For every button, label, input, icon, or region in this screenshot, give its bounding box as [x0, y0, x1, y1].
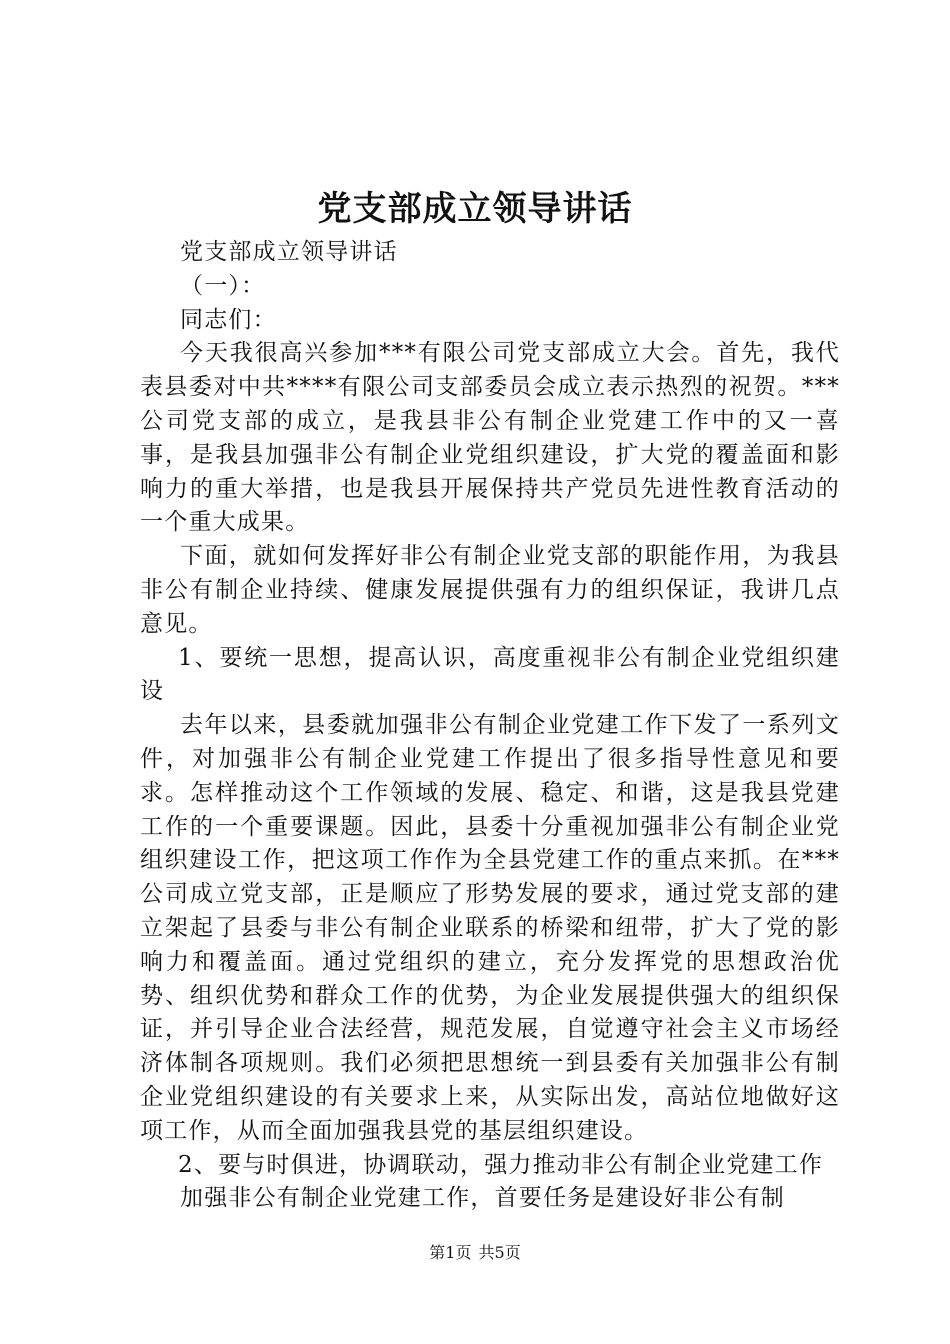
- body-paragraph: 今天我很高兴参加***有限公司党支部成立大会。首先，我代表县委对中共****有限公司支部委员会成立表示热烈的祝贺。***公司党支部的成立，是我县非公有制企业党建工作中的又一喜事，是我县加强非公有制企业党组织建设，扩大党的覆盖面和影响力的重大举措，也是我县开展保持共产党员先进性教育活动的一个重大成果。: [140, 340, 840, 536]
- page-footer: [0, 1241, 950, 1265]
- body-paragraph: 下面，就如何发挥好非公有制企业党支部的职能作用，为我县非公有制企业持续、健康发展提供强有力的组织保证，我讲几点意见。: [140, 543, 840, 637]
- subtitle-paragraph: 党支部成立领导讲话: [180, 239, 398, 265]
- body-paragraph: 加强非公有制企业党建工作，首要任务是建设好非公有制: [180, 1185, 785, 1212]
- salutation: 同志们：: [180, 306, 277, 333]
- document-body: [140, 236, 840, 1216]
- section-heading: 1、要统一思想，提高认识，高度重视非公有制企业党组织建设: [140, 644, 840, 705]
- section-marker: （一）：: [180, 272, 266, 299]
- page-number: 第1页: [429, 1243, 472, 1262]
- page-total: 共5页: [478, 1243, 521, 1262]
- section-heading: 2、要与时俱进，协调联动，强力推动非公有制企业党建工作: [178, 1151, 824, 1178]
- document-title: 党支部成立领导讲话: [317, 189, 633, 229]
- body-paragraph: 去年以来，县委就加强非公有制企业党建工作下发了一系列文件，对加强非公有制企业党建工作提出了很多指导性意见和要求。怎样推动这个工作领域的发展、稳定、和谐，这是我县党建工作的一个重要课题。因此，县委十分重视加强非公有制企业党组织建设工作，把这项工作作为全县党建工作的重点来抓。在***公司成立党支部，正是顺应了形势发展的要求，通过党支部的建立架起了县委与非公有制企业联系的桥梁和纽带，扩大了党的影响力和覆盖面。通过党组织的建立，充分发挥党的思想政治优势、组织优势和群众工作的优势，为企业发展提供强大的组织保证，并引导企业合法经营，规范发展，自觉遵守社会主义市场经济体制各项规则。我们必须把思想统一到县委有关加强非公有制企业党组织建设的有关要求上来，从实际出发，高站位地做好这项工作，从而全面加强我县党的基层组织建设。: [140, 712, 840, 1144]
